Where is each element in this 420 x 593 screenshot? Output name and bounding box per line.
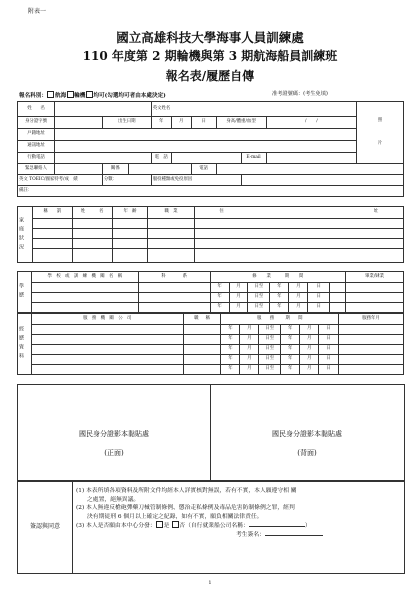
edu-date: 月 — [229, 303, 248, 313]
edu-date: 日 — [308, 303, 330, 313]
tel-label: 電 話 — [151, 153, 171, 164]
exp-months-cell[interactable] — [339, 355, 404, 365]
exp-date: 月 — [300, 365, 319, 375]
family-cell[interactable] — [32, 229, 72, 239]
id-field[interactable] — [54, 117, 102, 129]
hw-field[interactable] — [266, 117, 357, 129]
exp-date: 日至 — [259, 345, 281, 355]
edu-dept-cell[interactable] — [138, 303, 210, 313]
photo-label-2: 片 — [377, 140, 383, 146]
nav-checkbox[interactable] — [47, 91, 54, 98]
edu-date: 月 — [229, 293, 248, 303]
family-h2 — [72, 207, 112, 219]
family-h5-text: 齡 — [132, 209, 137, 215]
exp-date: 年 — [281, 345, 300, 355]
edu-h8: 畢業/肄業 — [346, 272, 404, 283]
id-front-side: (正面) — [104, 449, 124, 457]
exp-date: 月 — [240, 365, 259, 375]
experience-table — [17, 313, 404, 375]
name-field[interactable] — [54, 102, 151, 117]
assign-close: ） — [304, 523, 311, 530]
exp-company-cell[interactable] — [31, 335, 183, 345]
email-field[interactable] — [266, 153, 357, 164]
id-paste-area — [17, 384, 405, 482]
exp-date: 月 — [240, 345, 259, 355]
dob-label: 出生日期 — [102, 117, 151, 129]
family-cell[interactable] — [112, 229, 148, 239]
emer-label: 緊急聯絡人 — [18, 164, 55, 175]
edu-h3-text: 系 — [182, 273, 187, 279]
consent-2a: (2) 本人無違反槍砲彈藥刀械管制條例、懲治走私條例及毒品危害防制條例之罪，經判 — [76, 505, 295, 512]
emer-tel-field[interactable] — [216, 164, 403, 175]
addr-label: 戶籍地址 — [18, 129, 55, 141]
exp-h4 — [221, 314, 339, 325]
family-cell[interactable] — [72, 219, 112, 229]
edu-date: 月 — [289, 303, 308, 313]
exp-date: 年 — [281, 355, 300, 365]
edu-h4-text: 修 — [252, 273, 257, 279]
tel-field[interactable] — [171, 153, 241, 164]
military-field[interactable] — [241, 175, 403, 186]
consent-sign-row — [76, 531, 400, 540]
consent-box — [17, 480, 405, 574]
edu-date: 月 — [289, 283, 308, 293]
appendix-label: 附表一 — [28, 8, 47, 15]
exp-title-cell[interactable] — [183, 365, 221, 375]
family-h3-text: 名 — [99, 209, 104, 215]
exp-date: 日至 — [259, 365, 281, 375]
exp-date: 年 — [221, 345, 240, 355]
note-row[interactable] — [18, 186, 404, 197]
assign-no-label: 否（自行就業船公司名稱： — [179, 523, 249, 530]
edu-h4 — [210, 272, 346, 283]
exp-title-cell[interactable] — [183, 345, 221, 355]
mobile-label: 行動電話 — [18, 153, 55, 164]
family-h4 — [112, 207, 148, 219]
company-name-field[interactable] — [249, 526, 305, 527]
family-h6-text: 職 — [164, 209, 169, 215]
family-h8 — [194, 207, 403, 219]
family-side-label: 家庭狀況 — [18, 207, 33, 263]
exp-h1: 服 務 機 關 公 司 — [31, 314, 183, 325]
exp-title-cell[interactable] — [183, 355, 221, 365]
education-table — [17, 271, 404, 313]
family-cell[interactable] — [72, 229, 112, 239]
rel-label: 關係 — [102, 164, 128, 175]
mail-label: 通訊地址 — [18, 141, 55, 153]
opt-both: 均可 — [93, 93, 105, 99]
edu-school-cell[interactable] — [31, 283, 138, 293]
edu-h2 — [138, 272, 210, 283]
exp-h8: 服務年月 — [339, 314, 404, 325]
family-cell[interactable] — [148, 249, 194, 263]
assign-yes-checkbox[interactable] — [156, 521, 163, 528]
emer-tel-label: 電話 — [191, 164, 216, 175]
consent-text — [76, 487, 400, 540]
exp-date: 月 — [240, 325, 259, 335]
family-cell[interactable] — [112, 219, 148, 229]
family-cell[interactable] — [194, 229, 403, 239]
family-cell[interactable] — [32, 249, 72, 263]
exp-side-label: 經歷資料 — [18, 314, 32, 375]
category-row — [19, 91, 166, 100]
family-cell[interactable] — [148, 239, 194, 249]
edu-date: 年 — [270, 293, 289, 303]
family-h9-text: 址 — [373, 209, 379, 215]
id-back-side: (背面) — [297, 449, 317, 457]
exp-date: 年 — [221, 335, 240, 345]
exp-date: 月 — [300, 335, 319, 345]
exp-h4-text: 服 — [256, 315, 262, 321]
mobile-field[interactable] — [54, 153, 151, 164]
family-cell[interactable] — [32, 239, 72, 249]
exp-title-cell[interactable] — [183, 335, 221, 345]
edu-date: 月 — [289, 293, 308, 303]
edu-date: 年 — [210, 303, 229, 313]
edu-dept-cell[interactable] — [138, 293, 210, 303]
exp-months-cell[interactable] — [339, 345, 404, 355]
exp-date: 年 — [281, 325, 300, 335]
exp-date: 月 — [300, 345, 319, 355]
edu-status-cell[interactable] — [346, 283, 404, 293]
family-h8-text: 住 — [219, 209, 224, 215]
consent-1b: 之處置，絕無異議。 — [87, 496, 140, 503]
category-label: 報名科別： — [19, 93, 47, 99]
exp-h5-text: 務 — [269, 315, 275, 321]
score-label: 分數： — [102, 175, 151, 186]
family-cell[interactable] — [148, 229, 194, 239]
eng-checkbox[interactable] — [67, 91, 74, 98]
eng-name-label: 英文姓名 — [151, 102, 171, 117]
exp-months-cell[interactable] — [339, 325, 404, 335]
edu-empty — [330, 283, 346, 293]
exp-date: 年 — [221, 355, 240, 365]
opt-eng: 輪機 — [74, 93, 86, 99]
family-h7-text: 業 — [173, 209, 178, 215]
photo-area[interactable] — [357, 102, 404, 164]
exp-company-cell[interactable] — [31, 325, 183, 335]
emer-field[interactable] — [54, 164, 102, 175]
id-back-label: 國民身分證影本黏貼處 — [272, 430, 342, 438]
edu-date: 年 — [210, 293, 229, 303]
id-label: 身分證字號 — [18, 117, 55, 129]
edu-school-cell[interactable] — [31, 293, 138, 303]
photo-label: 照 — [377, 118, 383, 124]
edu-h6-text: 期 — [284, 273, 290, 279]
edu-date: 年 — [270, 283, 289, 293]
edu-date: 月 — [229, 283, 248, 293]
signature-label: 考生簽名： — [236, 531, 265, 538]
family-table — [17, 206, 404, 263]
exam-no-label: 准考證號碼：(考生免填) — [272, 91, 328, 97]
exp-h3-text: 稱 — [205, 315, 210, 321]
family-cell[interactable] — [194, 239, 403, 249]
eng-name-field[interactable] — [171, 102, 356, 117]
name-label: 姓 名 — [18, 102, 55, 117]
family-h1: 稱 謂 — [32, 207, 72, 219]
edu-h7-text: 間 — [299, 273, 304, 279]
category-note: (勾選均可者由本處決定) — [104, 93, 166, 99]
dob-day: 日 — [191, 117, 216, 129]
family-cell[interactable] — [72, 239, 112, 249]
exp-company-cell[interactable] — [31, 355, 183, 365]
edu-dept-cell[interactable] — [138, 283, 210, 293]
consent-2b: 決有期徒刑 6 個月以上確定之紀錄，如有不實，願負相關法律責任。 — [87, 513, 263, 520]
family-cell[interactable] — [72, 249, 112, 263]
edu-empty — [330, 293, 346, 303]
exp-date: 日至 — [259, 355, 281, 365]
exp-h7-text: 間 — [298, 315, 303, 321]
hw-slash-1: / — [304, 119, 307, 125]
edu-status-cell[interactable] — [346, 303, 404, 313]
military-label: 服役種類或免役原因 — [151, 175, 241, 186]
exp-date: 日 — [319, 365, 339, 375]
family-cell[interactable] — [194, 249, 403, 263]
consent-1a: (1) 本表所填各項資料及所附文件均經本人詳實核對無誤，若有不實，本人願遵守相 關 — [76, 488, 297, 494]
exp-h6-text: 期 — [285, 315, 290, 321]
family-cell[interactable] — [32, 219, 72, 229]
personal-info-table — [17, 101, 404, 197]
consent-divider — [72, 481, 73, 573]
edu-h1: 學 校 或 訓 練 機 關 名 稱 — [31, 272, 138, 283]
edu-date: 年 — [210, 283, 229, 293]
family-h4-text: 年 — [123, 209, 128, 215]
toeic-label: 英文 TOEIC/國家特考/成 績 — [18, 175, 103, 186]
id-front-area[interactable] — [18, 429, 210, 458]
edu-empty — [330, 303, 346, 313]
exp-months-cell[interactable] — [339, 365, 404, 375]
edu-date: 日 — [308, 293, 330, 303]
signature-field[interactable] — [265, 535, 323, 536]
note-label: 備註： — [19, 187, 33, 193]
edu-status-cell[interactable] — [346, 293, 404, 303]
exp-date: 日至 — [259, 325, 281, 335]
opt-nav: 航海 — [54, 93, 67, 99]
edu-date: 日至 — [248, 293, 270, 303]
exp-date: 年 — [221, 325, 240, 335]
exp-date: 日 — [319, 325, 339, 335]
consent-3 — [76, 521, 400, 531]
consent-3a: (3) 本人是否願由本中心分發： — [76, 523, 156, 530]
exp-date: 日至 — [259, 335, 281, 345]
family-cell[interactable] — [194, 219, 403, 229]
exp-h2 — [183, 314, 221, 325]
id-back-area[interactable] — [210, 429, 404, 458]
edu-date: 年 — [270, 303, 289, 313]
edu-date: 日至 — [248, 283, 270, 293]
exp-date: 年 — [221, 365, 240, 375]
edu-date: 日至 — [248, 303, 270, 313]
exp-date: 日 — [319, 335, 339, 345]
exp-title-cell[interactable] — [183, 325, 221, 335]
exp-date: 日 — [319, 355, 339, 365]
hw-slash-2: / — [316, 119, 318, 125]
exp-h2-text: 職 — [194, 315, 199, 321]
exp-date: 月 — [300, 355, 319, 365]
edu-school-cell[interactable] — [31, 303, 138, 313]
exp-date: 月 — [240, 335, 259, 345]
edu-h2-text: 科 — [161, 273, 166, 279]
both-checkbox[interactable] — [86, 91, 93, 98]
mail-field[interactable] — [54, 141, 356, 153]
family-cell[interactable] — [112, 249, 148, 263]
dob-month: 月 — [171, 117, 191, 129]
assign-yes-label: 是 — [163, 523, 170, 530]
exp-date: 月 — [300, 325, 319, 335]
page-number: 1 — [208, 580, 212, 586]
family-h6 — [148, 207, 194, 219]
exp-date: 年 — [281, 365, 300, 375]
dob-year: 年 — [151, 117, 171, 129]
edu-side-label: 學歷 — [18, 272, 32, 313]
addr-field[interactable] — [54, 129, 356, 141]
id-front-label: 國民身分證影本黏貼處 — [79, 430, 149, 438]
family-cell[interactable] — [112, 239, 148, 249]
sign-label: 簽認與同意 — [29, 523, 60, 530]
rel-field[interactable] — [128, 164, 191, 175]
exp-date: 年 — [281, 335, 300, 345]
family-cell[interactable] — [148, 219, 194, 229]
assign-no-checkbox[interactable] — [172, 521, 179, 528]
exp-company-cell[interactable] — [31, 345, 183, 355]
family-h2-text: 姓 — [80, 209, 86, 215]
title-line2: 110 年度第 2 期輪機與第 3 期航海船員訓練班 — [82, 49, 338, 63]
title-line3: 報名表/履歷自傳 — [165, 69, 255, 83]
email-label: E-mail — [241, 153, 266, 164]
title-line1: 國立高雄科技大學海事人員訓練處 — [116, 30, 304, 45]
edu-date: 日 — [308, 283, 330, 293]
exp-company-cell[interactable] — [31, 365, 183, 375]
exp-months-cell[interactable] — [339, 335, 404, 345]
edu-h5-text: 業 — [266, 273, 271, 279]
hw-label: 身高/體重/血型 — [216, 117, 266, 129]
exp-date: 月 — [240, 355, 259, 365]
exp-date: 日 — [319, 345, 339, 355]
